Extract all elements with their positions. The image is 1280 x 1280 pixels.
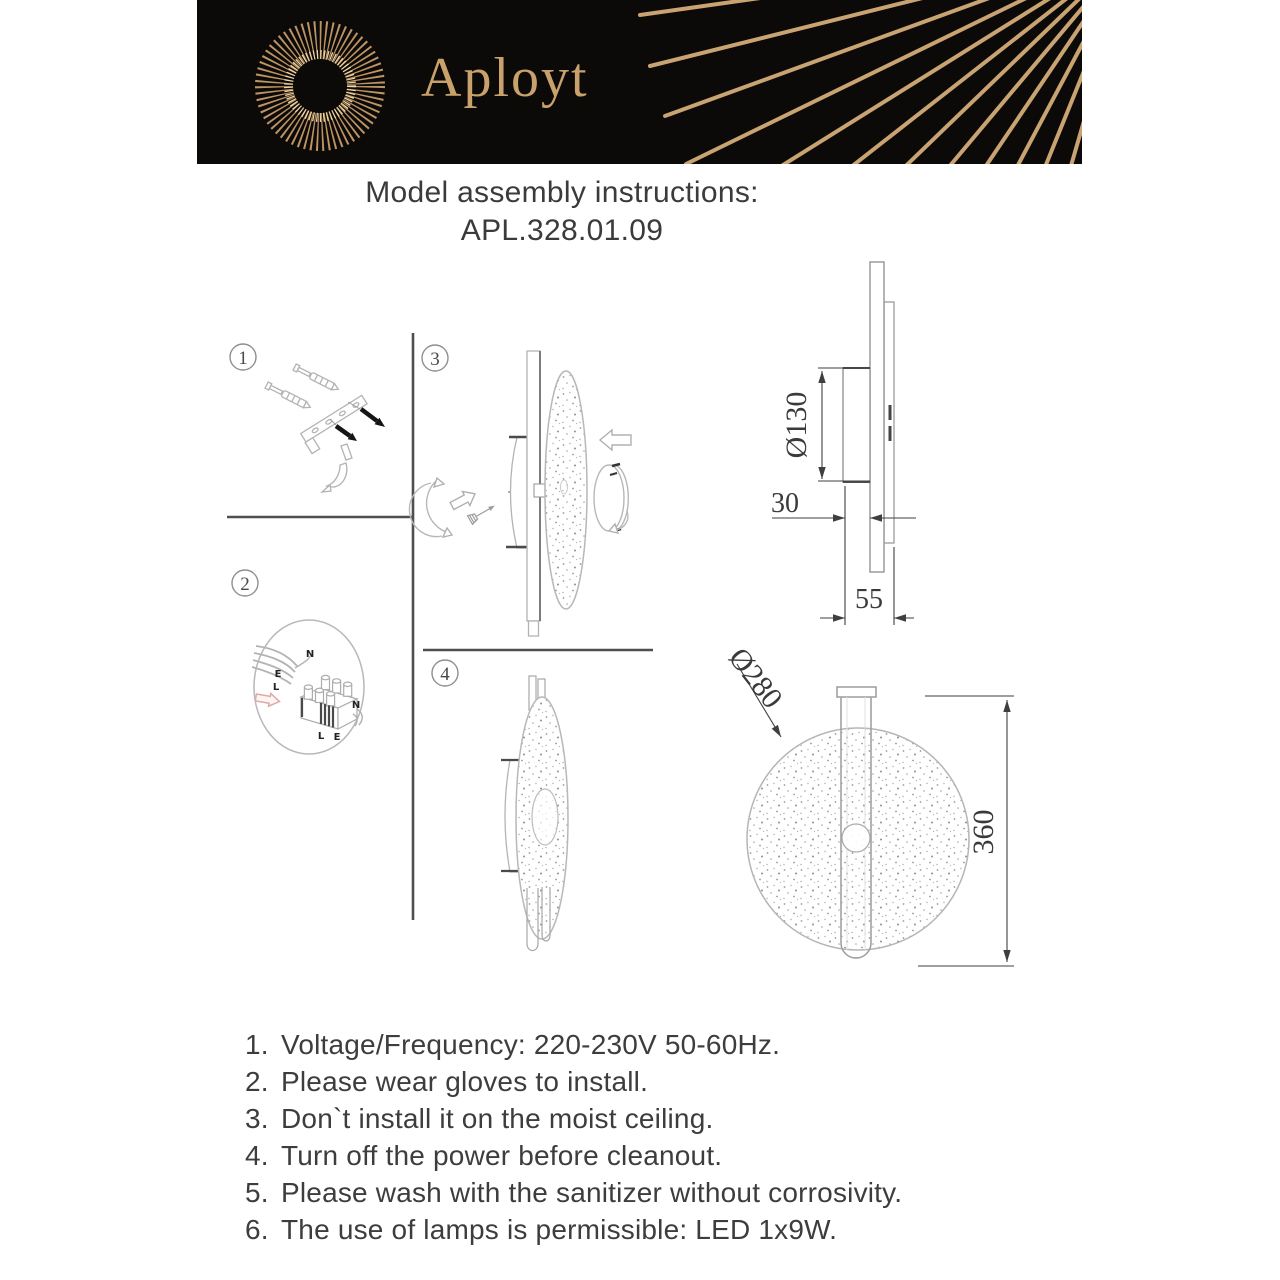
wire-label-l: L — [272, 682, 280, 693]
wire-label-e: E — [274, 669, 282, 680]
model-number: APL.328.01.09 — [460, 214, 664, 247]
item-number: 5. — [245, 1177, 269, 1208]
dim-driver-diameter-label: Ø130 — [780, 391, 813, 459]
terminal-label-l: L — [317, 731, 325, 742]
driver-box-side — [506, 437, 527, 548]
dim-mount-depth-label: 30 — [771, 488, 799, 519]
slide-direction-arrow-icon — [600, 430, 631, 450]
step-1-badge — [230, 344, 256, 370]
rotate-ring-left-icon — [409, 478, 452, 537]
step-3-number: 3 — [430, 349, 440, 370]
item-text: Don`t install it on the moist ceiling. — [281, 1103, 714, 1134]
step-4-number: 4 — [440, 664, 450, 685]
brand-logotype: Aployt — [421, 47, 589, 109]
item-text: Please wear gloves to install. — [281, 1066, 649, 1097]
list-item — [245, 1100, 1075, 1137]
section-dividers — [227, 333, 653, 920]
step-2-number: 2 — [240, 574, 250, 595]
item-number: 3. — [245, 1103, 269, 1134]
terminal-label-e: E — [333, 732, 341, 743]
front-view-drawing — [722, 642, 1014, 966]
item-text: Please wash with the sanitizer without corrosivity. — [281, 1177, 903, 1208]
dim-shade-diameter-label: Ø280 — [721, 641, 790, 715]
dim-total-depth-label: 55 — [855, 584, 883, 615]
list-item — [245, 1063, 1075, 1100]
wire-label-n: N — [305, 649, 315, 660]
list-item — [245, 1137, 1075, 1174]
item-number: 2. — [245, 1066, 269, 1097]
glass-diffuser-side — [545, 371, 587, 609]
item-text: Turn off the power before cleanout. — [281, 1140, 723, 1171]
dim-overall-height-label: 360 — [967, 809, 1000, 855]
list-item — [245, 1026, 1075, 1063]
step-4-badge — [432, 660, 458, 686]
wiring-detail-diagram — [252, 620, 364, 754]
push-direction-arrow-icon — [255, 691, 281, 708]
list-item — [245, 1174, 1075, 1211]
step-1-diagram — [265, 364, 385, 492]
insert-direction-arrow-icon — [448, 487, 478, 513]
step-2-badge — [232, 570, 258, 596]
step-1-number: 1 — [238, 348, 248, 369]
mounting-bracket — [300, 395, 374, 453]
step-4-diagram — [501, 676, 568, 951]
retaining-ring-icon — [594, 464, 628, 533]
step-3-diagram — [409, 351, 631, 636]
side-view-drawing — [771, 262, 916, 625]
step-3-badge — [422, 345, 448, 371]
fixing-screw — [468, 502, 496, 524]
item-text: The use of lamps is permissible: LED 1x9W. — [281, 1214, 838, 1245]
wall-plate-bar — [527, 351, 545, 636]
item-number: 1. — [245, 1029, 269, 1060]
page-title: Model assembly instructions: — [365, 176, 759, 209]
terminal-label-n: N — [351, 700, 361, 711]
item-text: Voltage/Frequency: 220-230V 50-60Hz. — [281, 1029, 781, 1060]
instruction-list — [245, 1026, 1075, 1248]
item-number: 6. — [245, 1214, 269, 1245]
item-number: 4. — [245, 1140, 269, 1171]
driver-box-dimension-view — [843, 368, 870, 482]
list-item — [245, 1211, 1075, 1248]
